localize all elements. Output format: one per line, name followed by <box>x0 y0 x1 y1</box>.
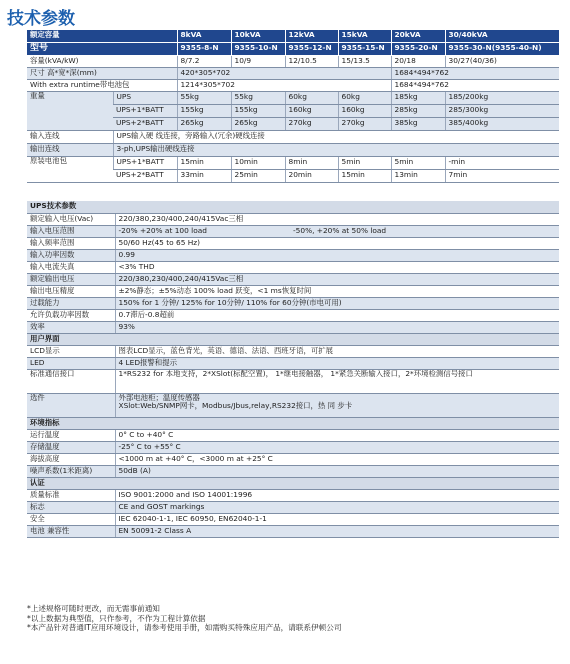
runtime-row <box>27 79 559 91</box>
row-value: 0.7滞后-0.8超前 <box>115 309 559 321</box>
table-cell: UPS+1*BATT <box>113 156 177 169</box>
table-cell: 60kg <box>338 91 391 104</box>
table-cell: 385kg <box>391 117 445 130</box>
table-cell: 265kg <box>177 117 231 130</box>
table-cell: 3-ph,UPS输出硬线连接 <box>113 143 559 156</box>
table-cell: 15/13.5 <box>338 55 391 67</box>
row-label: 安全 <box>27 513 115 525</box>
spec-row <box>27 441 559 453</box>
page-title: 技术参数 <box>7 9 75 29</box>
section-header <box>27 333 559 345</box>
header-cell: 12kVA <box>285 30 338 42</box>
spec-row <box>27 429 559 441</box>
spec-row <box>27 225 559 237</box>
row-label: LED <box>27 357 115 369</box>
row-value: 图表LCD显示，蓝色背光，英语、德语、法语、西班牙语，可扩展 <box>115 345 559 357</box>
section-header <box>27 417 559 429</box>
spec-row <box>27 357 559 369</box>
table-cell: UPS+2*BATT <box>113 117 177 130</box>
spec-row <box>27 513 559 525</box>
table-cell: 8min <box>285 156 338 169</box>
model-cell: 9355-10-N <box>231 42 285 55</box>
table-cell: 1214*305*702 <box>177 79 391 91</box>
table-cell: 10/9 <box>231 55 285 67</box>
table-cell: 160kg <box>338 104 391 117</box>
spec-row <box>27 237 559 249</box>
row-value: 4 LED报警和提示 <box>115 357 559 369</box>
row-label: 标准通信接口 <box>27 369 115 393</box>
row-value: -25° C to +55° C <box>115 441 559 453</box>
table-cell: 155kg <box>231 104 285 117</box>
model-cell: 9355-12-N <box>285 42 338 55</box>
row-label: 海拔高度 <box>27 453 115 465</box>
table-cell: 420*305*702 <box>177 67 391 79</box>
table-cell: 160kg <box>285 104 338 117</box>
row-label: 电池 兼容性 <box>27 525 115 537</box>
spec-row <box>27 309 559 321</box>
row-label: 重量 <box>27 91 113 130</box>
table-cell: 25min <box>231 169 285 182</box>
footnote: *以上数据为典型值，只作参考，不作为工程计算依据 <box>27 613 206 623</box>
model-cell: 9355-15-N <box>338 42 391 55</box>
row-value: 50/60 Hz(45 to 65 Hz) <box>115 237 559 249</box>
table-cell: 55kg <box>177 91 231 104</box>
row-label: 效率 <box>27 321 115 333</box>
row-label: 存储温度 <box>27 441 115 453</box>
table-cell: 185/200kg <box>445 91 559 104</box>
table-cell: 30/27(40/36) <box>445 55 559 67</box>
header-row <box>27 30 559 42</box>
table-cell: 33min <box>177 169 231 182</box>
row-label: 尺寸 高*宽*深(mm) <box>27 67 177 79</box>
row-value: -50%, +20% at 50% load <box>290 225 559 237</box>
header-cell: 15kVA <box>338 30 391 42</box>
row-value: <1000 m at +40° C，<3000 m at +25° C <box>115 453 559 465</box>
row-value: 50dB (A) <box>115 465 559 477</box>
row-label: 噪声系数(1米距离) <box>27 465 115 477</box>
technical-spec-table <box>27 201 559 538</box>
row-label: 输出电压精度 <box>27 285 115 297</box>
spec-row <box>27 489 559 501</box>
row-label: 输出连线 <box>27 143 113 156</box>
row-value: 220/380,230/400,240/415Vac三相 <box>115 213 559 225</box>
row-label: 输入功率因数 <box>27 249 115 261</box>
weight-row <box>27 91 559 104</box>
spec-row <box>27 285 559 297</box>
table-cell: 270kg <box>338 117 391 130</box>
table-cell: 185kg <box>391 91 445 104</box>
row-label: 额定输出电压 <box>27 273 115 285</box>
table-cell: UPS+2*BATT <box>113 169 177 182</box>
table-cell: UPS输入硬 线连接，旁路输入(冗余)硬线连接 <box>113 130 559 143</box>
row-label: 输入电流失真 <box>27 261 115 273</box>
row-value: 93% <box>115 321 559 333</box>
model-spec-table <box>27 30 559 183</box>
input-connection-row <box>27 130 559 143</box>
header-cell: 30/40kVA <box>445 30 559 42</box>
size-row <box>27 67 559 79</box>
row-value: ±2%静态；±5%动态 100% load 跃变，<1 ms恢复时间 <box>115 285 559 297</box>
table-cell: 8/7.2 <box>177 55 231 67</box>
spec-row <box>27 525 559 537</box>
table-cell: 20/18 <box>391 55 445 67</box>
table-cell: 5min <box>391 156 445 169</box>
table-cell: 270kg <box>285 117 338 130</box>
battery-pack-row <box>27 156 559 169</box>
footnote: *上述规格可随时更改，而无需事前通知 <box>27 604 160 613</box>
spec-row <box>27 297 559 309</box>
spec-row <box>27 345 559 357</box>
row-value: 150% for 1 分钟/ 125% for 10分钟/ 110% for 60分钟(市电可用) <box>115 297 559 309</box>
row-label: 标志 <box>27 501 115 513</box>
table-cell: 12/10.5 <box>285 55 338 67</box>
table-cell: -min <box>445 156 559 169</box>
row-label: 选件 <box>27 393 115 417</box>
spec-row <box>27 321 559 333</box>
row-value: CE and GOST markings <box>115 501 559 513</box>
row-label: 原装电池包 <box>27 156 113 182</box>
spec-row <box>27 369 559 393</box>
model-cell: 9355-8-N <box>177 42 231 55</box>
table-cell: 20min <box>285 169 338 182</box>
section-title: UPS技术参数 <box>27 201 559 213</box>
row-label: 质量标准 <box>27 489 115 501</box>
row-label: With extra runtime带电池包 <box>27 79 177 91</box>
row-label: LCD显示 <box>27 345 115 357</box>
table-cell: 60kg <box>285 91 338 104</box>
table-cell: 55kg <box>231 91 285 104</box>
table-cell: 15min <box>177 156 231 169</box>
row-value: 1*RS232 for 本地支持，2*XSlot(标配空置)， 1*继电接触器， 1*紧急关断输入接口，2*环境检测信号接口 <box>115 369 559 393</box>
table-cell: 1684*494*762 <box>391 79 559 91</box>
section-title: 环境指标 <box>27 417 559 429</box>
row-value: 220/380,230/400,240/415Vac三相 <box>115 273 559 285</box>
row-label: 输入连线 <box>27 130 113 143</box>
table-cell: 5min <box>338 156 391 169</box>
table-cell: 10min <box>231 156 285 169</box>
row-label: 过载能力 <box>27 297 115 309</box>
row-value: 0° C to +40° C <box>115 429 559 441</box>
table-cell: UPS+1*BATT <box>113 104 177 117</box>
header-cell: 8kVA <box>177 30 231 42</box>
spec-row <box>27 453 559 465</box>
spec-row <box>27 501 559 513</box>
table-cell: UPS <box>113 91 177 104</box>
row-label: 输入电压范围 <box>27 225 115 237</box>
row-label: 允许负载功率因数 <box>27 309 115 321</box>
row-value: IEC 62040-1-1, IEC 60950, EN62040-1-1 <box>115 513 559 525</box>
table-cell: 285/300kg <box>445 104 559 117</box>
row-value: -20% +20% at 100 load <box>115 225 290 237</box>
model-cell: 9355-30-N(9355-40-N) <box>445 42 559 55</box>
row-label: 输入频率范围 <box>27 237 115 249</box>
table-cell: 155kg <box>177 104 231 117</box>
row-value: 0.99 <box>115 249 559 261</box>
table-cell: 7min <box>445 169 559 182</box>
table-cell: 385/400kg <box>445 117 559 130</box>
header-cell: 10kVA <box>231 30 285 42</box>
table-cell: 13min <box>391 169 445 182</box>
section-title: 用户界面 <box>27 333 559 345</box>
table-cell: 15min <box>338 169 391 182</box>
table-cell: 265kg <box>231 117 285 130</box>
spec-row <box>27 465 559 477</box>
row-value: 外部电池柜；温度传感器 XSlot:Web/SNMP网卡，Modbus/Jbus,relay,RS232接口，热 同 步卡 <box>115 393 559 417</box>
spec-row <box>27 261 559 273</box>
section-title: 认证 <box>27 477 559 489</box>
header-cell: 额定容量 <box>27 30 177 42</box>
section-header <box>27 477 559 489</box>
row-value: ISO 9001:2000 and ISO 14001:1996 <box>115 489 559 501</box>
header-cell: 20kVA <box>391 30 445 42</box>
table-cell: 1684*494*762 <box>391 67 559 79</box>
model-cell: 9355-20-N <box>391 42 445 55</box>
spec-row <box>27 213 559 225</box>
spec-row <box>27 393 559 417</box>
row-label: 运行温度 <box>27 429 115 441</box>
row-value: <3% THD <box>115 261 559 273</box>
spec-row <box>27 249 559 261</box>
model-label: 型号 <box>27 42 177 55</box>
footnote: *本产品针对普通IT应用环境设计，请参考使用手册，如需购买特殊应用产品，请联系伊顿公司 <box>27 623 342 633</box>
row-label: 额定输入电压(Vac) <box>27 213 115 225</box>
capacity-row <box>27 55 559 67</box>
footnotes <box>27 604 341 633</box>
model-row <box>27 42 559 55</box>
row-label: 容量(kVA/kW) <box>27 55 177 67</box>
spec-row <box>27 273 559 285</box>
row-value: EN 50091-2 Class A <box>115 525 559 537</box>
section-header <box>27 201 559 213</box>
output-connection-row <box>27 143 559 156</box>
table-cell: 285kg <box>391 104 445 117</box>
